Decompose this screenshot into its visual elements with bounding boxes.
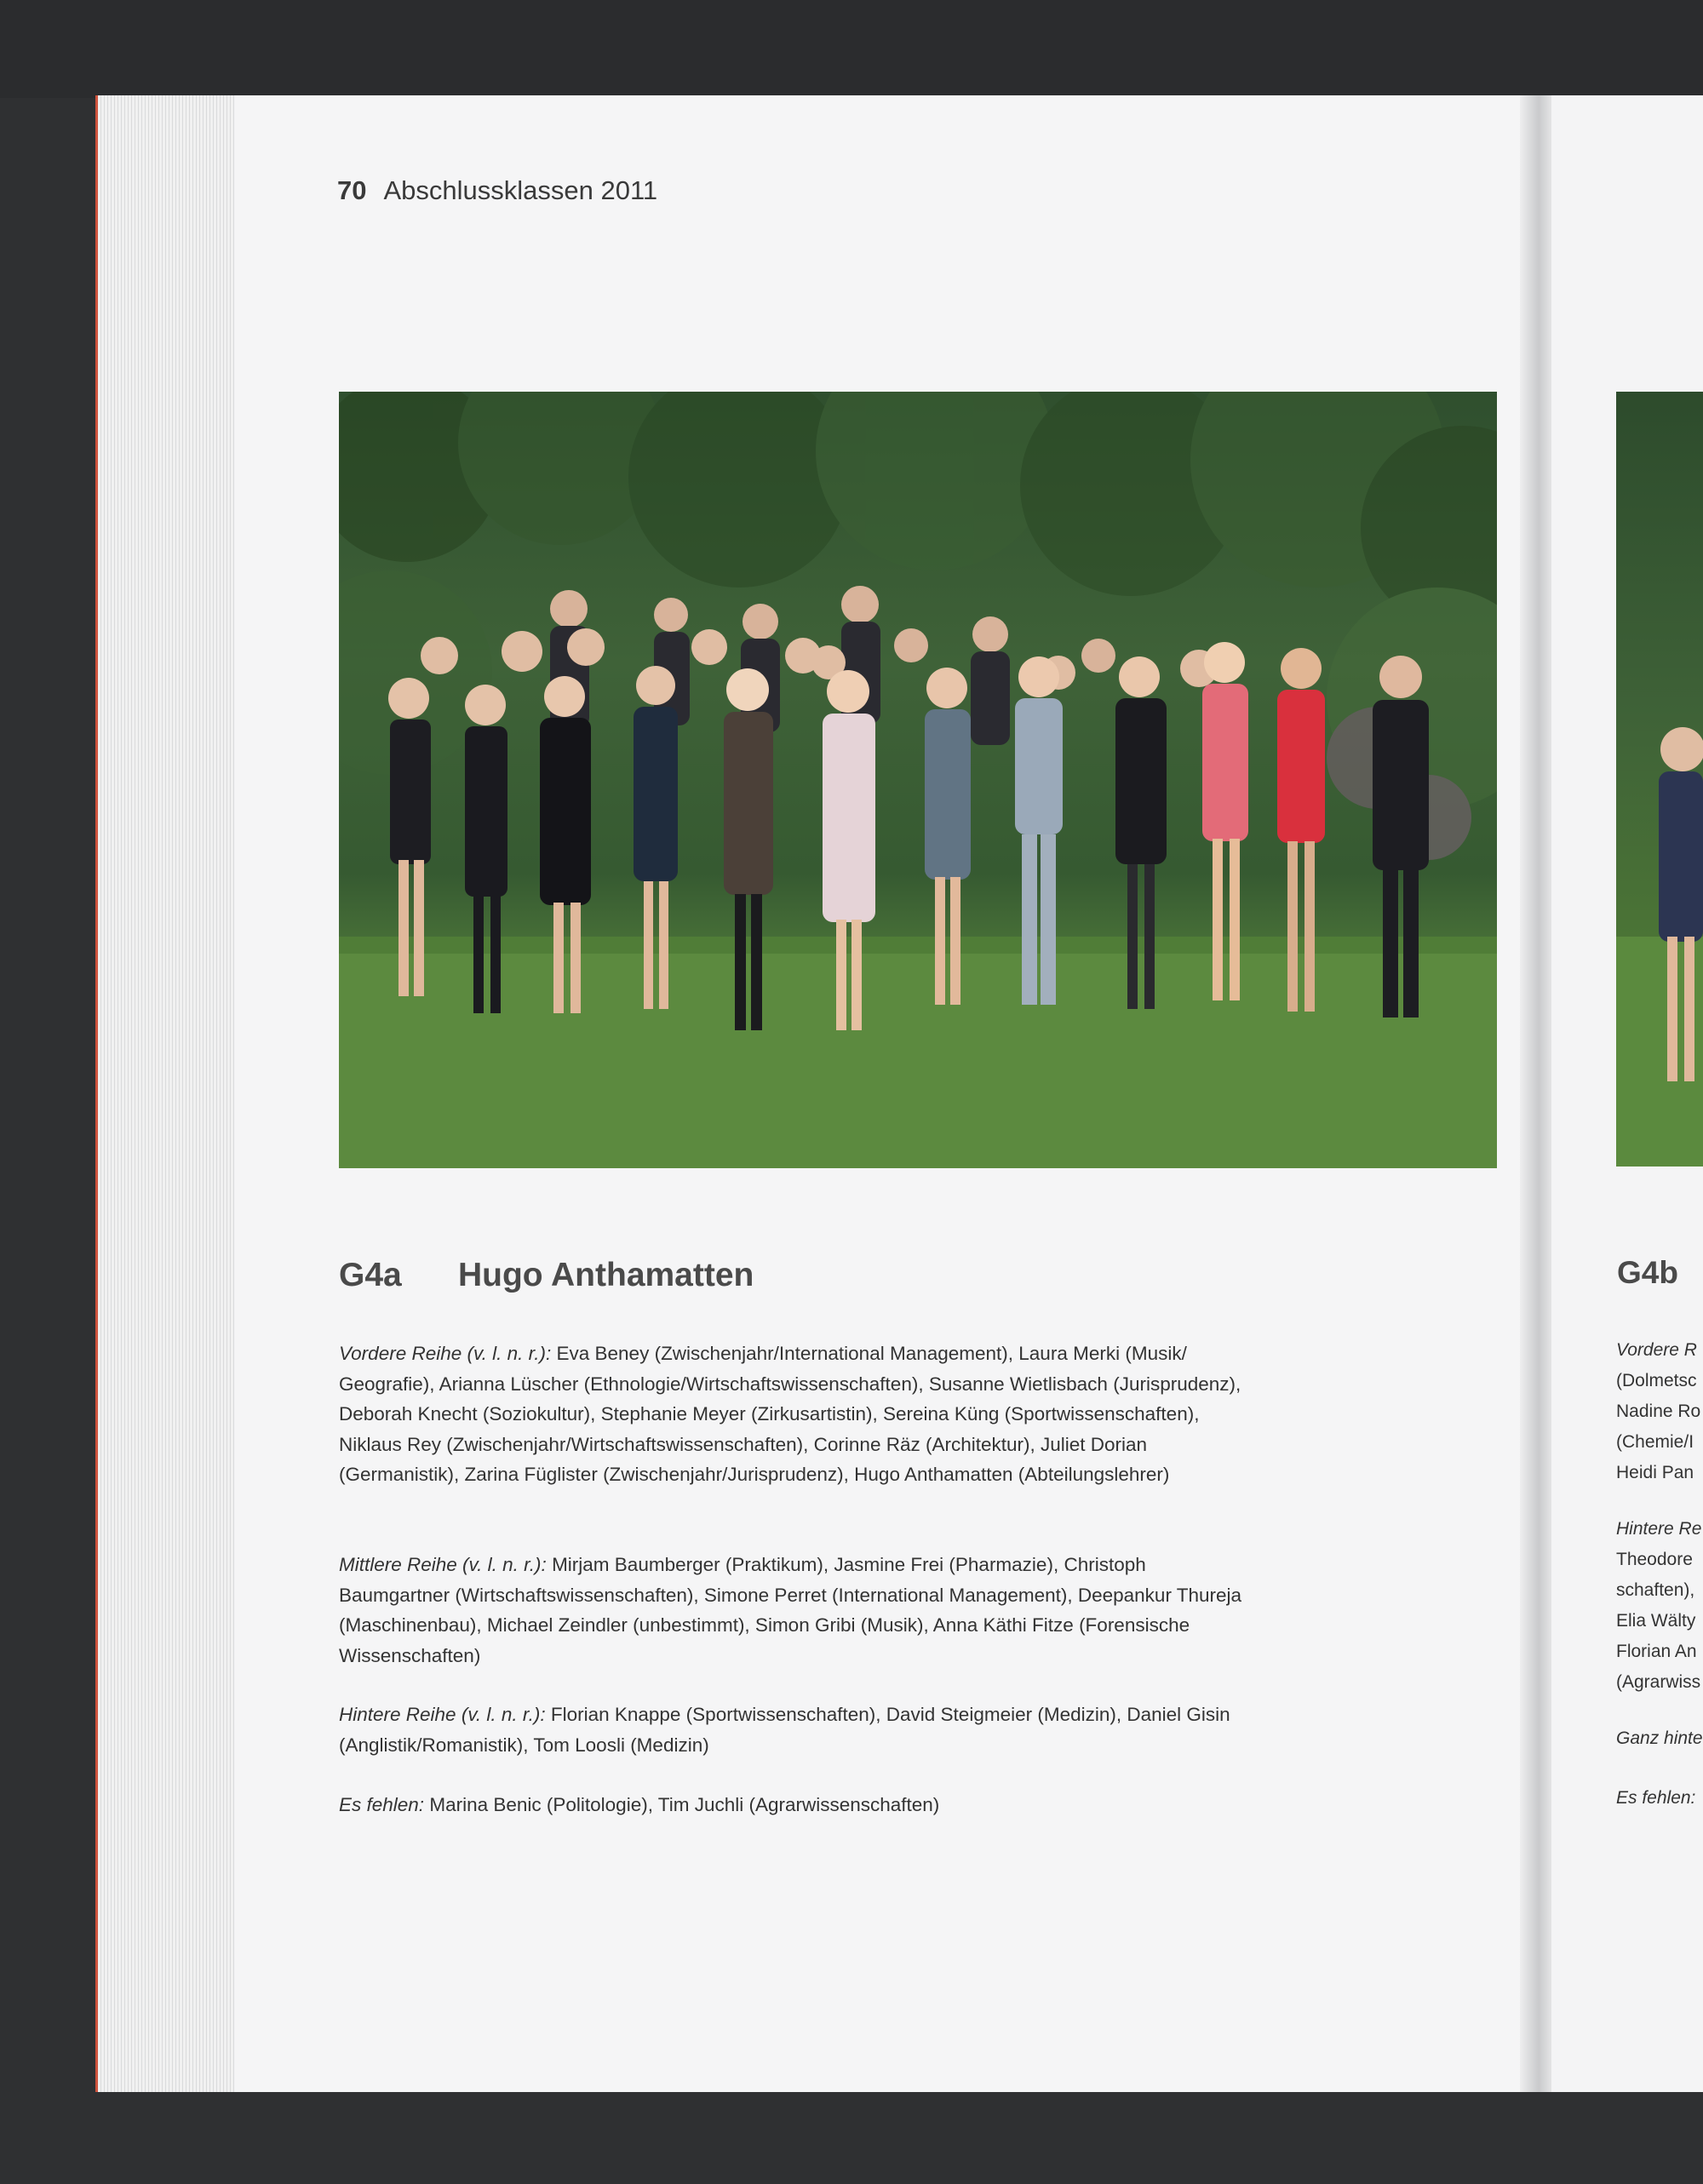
photo-illustration	[339, 392, 1497, 1168]
next-page-text-line: Elia Wälty	[1616, 1611, 1696, 1631]
book-page-edges	[95, 95, 239, 2092]
row-names: Florian Knappe (Sportwissenschaften), David Steigmeier (Medizin), Daniel Gisin (Anglistik/Romanistik), Tom Loosli (Medizin)	[339, 1704, 1230, 1756]
row-list-missing	[339, 1790, 1259, 1820]
next-page-text-line: (Chemie/I	[1616, 1432, 1694, 1452]
next-page-text-line: Ganz hinte	[1616, 1728, 1703, 1748]
row-label: Hintere Reihe (v. l. n. r.):	[339, 1704, 546, 1725]
page-header	[337, 175, 657, 206]
row-list-middle	[339, 1550, 1259, 1671]
book-gutter	[1520, 95, 1554, 2092]
class-group-photo	[339, 392, 1497, 1168]
next-page-photo-fragment	[1616, 392, 1703, 1167]
page-number: 70	[337, 175, 367, 205]
next-class-code: G4b	[1617, 1255, 1678, 1290]
next-page-text-line: Florian An	[1616, 1642, 1697, 1661]
next-page-text-line: Vordere R	[1616, 1340, 1697, 1360]
next-page-text-line: Es fehlen:	[1616, 1788, 1696, 1808]
next-page-text-line: (Dolmetsc	[1616, 1371, 1697, 1390]
row-names: Marina Benic (Politologie), Tim Juchli (Agrarwissenschaften)	[424, 1794, 940, 1815]
next-page-photo-illustration	[1616, 392, 1703, 1167]
row-list-back	[339, 1700, 1259, 1760]
next-page-text-line: schaften),	[1616, 1580, 1695, 1600]
section-title: Abschlussklassen 2011	[383, 175, 658, 205]
next-page-text-line: Theodore	[1616, 1550, 1693, 1569]
next-page-text-line: Nadine Ro	[1616, 1402, 1701, 1421]
scan-background	[0, 0, 1703, 98]
class-teacher-name: Hugo Anthamatten	[458, 1257, 754, 1293]
next-page-text-line: Hintere Re	[1616, 1519, 1702, 1539]
row-names: Mirjam Baumberger (Praktikum), Jasmine Frei (Pharmazie), Christoph Baumgartner (Wirtschaftswissenschaften), Simone Perret (International Management), Deepankur Thureja (Maschinenbau), Michael Zeindler (unbestimmt), Simon Gribi (Musik), Anna Käthi Fitze (Forensische Wissenschaften)	[339, 1554, 1242, 1666]
class-code: G4a	[339, 1257, 402, 1293]
row-list-front	[339, 1338, 1259, 1490]
next-page-text-line: Heidi Pan	[1616, 1463, 1694, 1482]
next-page-text-line: (Agrarwiss	[1616, 1672, 1701, 1692]
row-names: Eva Beney (Zwischenjahr/International Management), Laura Merki (Musik/ Geografie), Arianna Lüscher (Ethnologie/Wirtschaftswissenschaften), Susanne Wietlisbach (Jurisprudenz), Deborah Knecht (Soziokultur), Stephanie Meyer (Zirkusartistin), Sereina Küng (Sportwissenschaften), Niklaus Rey (Zwischenjahr/Wirtschaftswissenschaften), Corinne Räz (Architektur), Juliet Dorian (Germanistik), Zarina Füglister (Zwischenjahr/Jurisprudenz), Hugo Anthamatten (Abteilungslehrer)	[339, 1343, 1241, 1485]
row-label: Vordere Reihe (v. l. n. r.):	[339, 1343, 552, 1364]
row-label: Mittlere Reihe (v. l. n. r.):	[339, 1554, 547, 1575]
row-label: Es fehlen:	[339, 1794, 425, 1815]
